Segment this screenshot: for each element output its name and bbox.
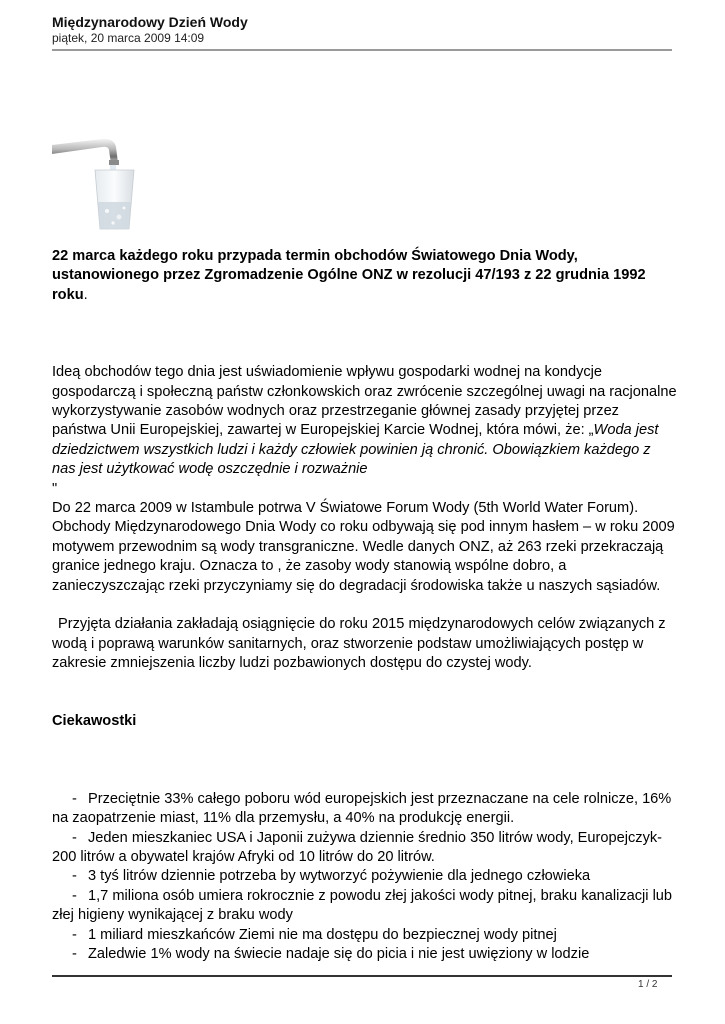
- section-title-ciekawostki: Ciekawostki: [52, 713, 137, 730]
- article-lead-text: 22 marca każdego roku przypada termin obchodów Światowego Dnia Wody, ustanowionego przez Zgromadzenie Ogólne ONZ w rezolucji 47/193 z 22 grudnia 1992 roku: [52, 248, 646, 303]
- document-title: Międzynarodowy Dzień Wody: [52, 14, 248, 30]
- water-tap-glass-icon: [52, 133, 152, 231]
- list-item: [52, 887, 677, 926]
- list-item: [52, 790, 677, 829]
- list-item: [52, 926, 677, 945]
- fact-text: 3 tyś litrów dziennie potrzeba by wytworzyć pożywienie dla jednego człowieka: [88, 868, 591, 885]
- quote-close: ": [52, 480, 58, 497]
- fact-text: Zaledwie 1% wody na świecie nadaje się do picia i nie jest uwięziony w lodzie: [88, 945, 590, 962]
- article-lead: [52, 247, 677, 305]
- article-lead-end: .: [83, 286, 88, 303]
- document-header: [52, 14, 672, 46]
- paragraph-idea: [52, 363, 677, 499]
- list-item: [52, 945, 677, 964]
- header-divider: [52, 49, 672, 51]
- footer-divider: [52, 975, 672, 977]
- fact-text: Jeden mieszkaniec USA i Japonii zużywa dziennie średnio 350 litrów wody, Europejczyk- 200 litrów a obywatel krajów Afryki od 10 litrów do 20 litrów.: [52, 829, 663, 865]
- bullet-dash: -: [72, 887, 77, 904]
- document-date: piątek, 20 marca 2009 14:09: [52, 31, 205, 45]
- bullet-dash: -: [72, 829, 77, 846]
- bullet-dash: -: [72, 868, 77, 885]
- paragraph-goals: Przyjęta działania zakładają osiągnięcie do roku 2015 międzynarodowych celów związanych z wodą i poprawą warunków sanitarnych, oraz stworzenie podstaw umożliwiających postęp w zakresie zmniejszenia liczby ludzi pozbawionych dostępu do czystej wody.: [52, 616, 666, 671]
- bullet-dash: -: [72, 926, 77, 943]
- charter-quote: Woda jest dziedzictwem wszystkich ludzi i każdy człowiek powinien ją chronić. Obowiązkiem każdego z nas jest użytkować wodę oszczędnie i rozważnie: [52, 422, 659, 478]
- bullet-dash: -: [72, 790, 77, 807]
- fact-text: 1,7 miliona osób umiera rokrocznie z powodu złej jakości wody pitnej, braku kanalizacji lub złej higieny wynikającej z braku wody: [52, 887, 673, 924]
- list-item: [52, 867, 677, 886]
- list-item: [52, 829, 677, 868]
- page-number: 1 / 2: [638, 979, 658, 990]
- facts-list: [52, 790, 677, 965]
- paragraph-forum: Do 22 marca 2009 w Istambule potrwa V Światowe Forum Wody (5th World Water Forum). Obchody Międzynarodowego Dnia Wody co roku odbywają się pod innym hasłem – w roku 2009 motywem przewodnim są wody transgraniczne. Wedle danych ONZ, aż 263 rzeki przekraczają granice jednego kraju. Oznacza to , że zasoby wody stanowią wspólne dobro, a zanieczyszczając rzeki przyczyniamy się do degradacji środowiska także u naszych sąsiadów.: [52, 500, 675, 594]
- paragraph-idea-text: Ideą obchodów tego dnia jest uświadomienie wpływu gospodarki wodnej na kondycje gospodarczą i społeczną państw członkowskich oraz zwrócenie szczególnej uwagi na racjonalne wykorzystywanie zasobów wodnych oraz przestrzeganie głównej zasady przyjętej przez państwa Unii Europejskiej, zawartej w Europejskiej Karcie Wodnej, która mówi, że: „: [52, 364, 677, 439]
- article-body: [52, 247, 677, 964]
- bullet-dash: -: [72, 945, 77, 962]
- water-tap-glass-image: [52, 133, 152, 231]
- fact-text: Przeciętnie 33% całego poboru wód europejskich jest przeznaczane na cele rolnicze, 16% na zaopatrzenie miast, 11% dla przemysłu, a 40% na produkcję energii.: [52, 790, 672, 827]
- fact-text: 1 miliard mieszkańców Ziemi nie ma dostępu do bezpiecznej wody pitnej: [88, 926, 557, 943]
